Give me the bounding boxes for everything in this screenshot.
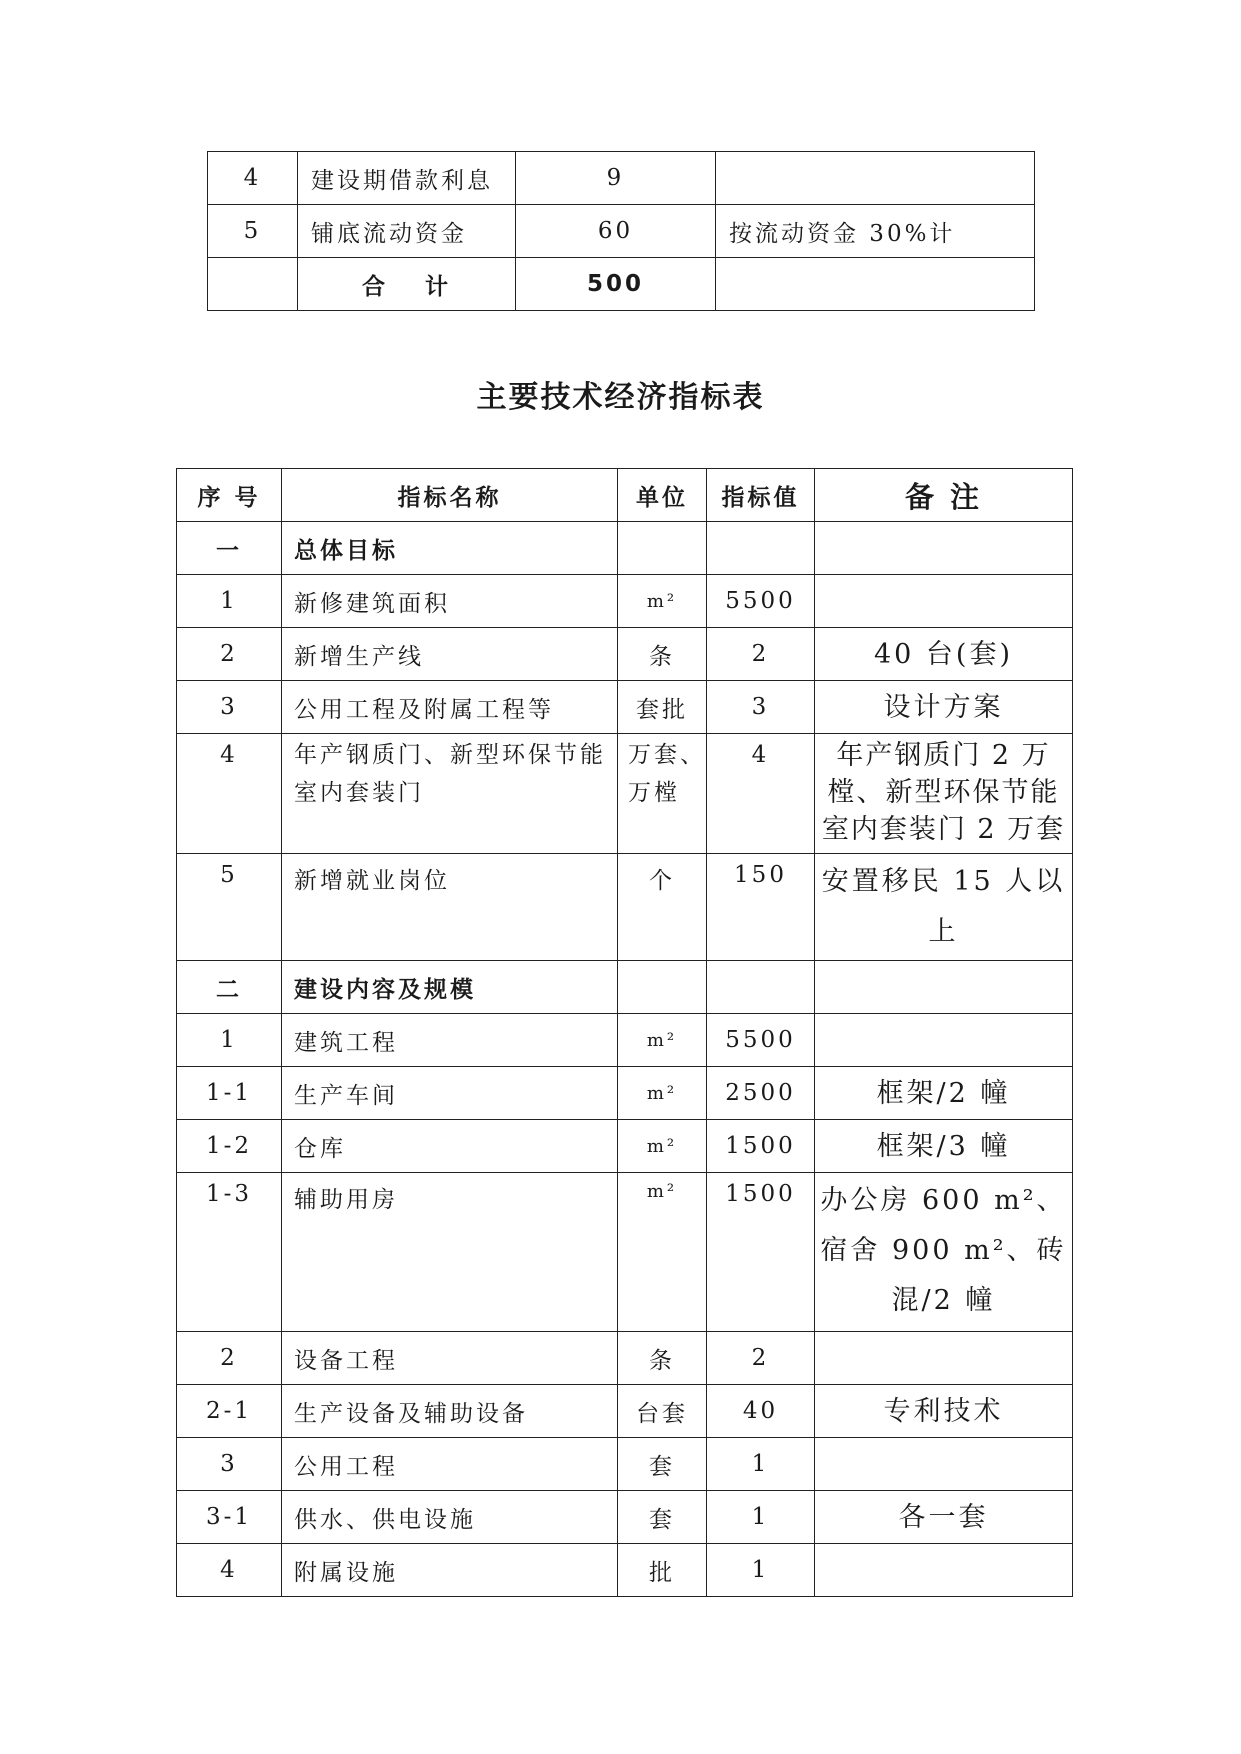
row-remark: 年产钢质门 2 万樘、新型环保节能室内套装门 2 万套 bbox=[815, 734, 1073, 854]
row-name: 公用工程 bbox=[282, 1438, 618, 1491]
row-name: 新增生产线 bbox=[282, 628, 618, 681]
table-row bbox=[177, 1173, 1073, 1332]
row-name: 新增就业岗位 bbox=[282, 854, 618, 961]
total-row bbox=[208, 258, 1035, 311]
page-title: 主要技术经济指标表 bbox=[476, 380, 765, 415]
section-name: 总体目标 bbox=[282, 522, 618, 575]
row-remark: 框架/3 幢 bbox=[815, 1120, 1073, 1173]
row-no: 1-1 bbox=[177, 1067, 282, 1120]
row-unit: 台套 bbox=[618, 1385, 707, 1438]
table-row bbox=[177, 575, 1073, 628]
table-row bbox=[177, 1120, 1073, 1173]
section-name: 建设内容及规模 bbox=[282, 961, 618, 1014]
row-value: 1500 bbox=[707, 1120, 815, 1173]
row-value: 5500 bbox=[707, 575, 815, 628]
table-row bbox=[177, 854, 1073, 961]
row-name: 公用工程及附属工程等 bbox=[282, 681, 618, 734]
row-unit: 批 bbox=[618, 1544, 707, 1597]
row-unit: 套批 bbox=[618, 681, 707, 734]
table-row bbox=[177, 628, 1073, 681]
row-no: 3 bbox=[177, 1438, 282, 1491]
table-row bbox=[177, 1014, 1073, 1067]
row-value: 150 bbox=[707, 854, 815, 961]
row-unit: m² bbox=[618, 575, 707, 628]
row-name: 铺底流动资金 bbox=[298, 205, 516, 258]
row-value: 40 bbox=[707, 1385, 815, 1438]
row-no: 1-3 bbox=[177, 1173, 282, 1332]
row-no: 1 bbox=[177, 575, 282, 628]
row-unit: 套 bbox=[618, 1491, 707, 1544]
indicator-table bbox=[176, 468, 1073, 1597]
row-value: 2 bbox=[707, 1332, 815, 1385]
row-no: 2 bbox=[177, 628, 282, 681]
row-no: 4 bbox=[177, 1544, 282, 1597]
table-row bbox=[177, 1385, 1073, 1438]
table-row bbox=[177, 1332, 1073, 1385]
row-amount: 60 bbox=[516, 205, 716, 258]
row-no: 3-1 bbox=[177, 1491, 282, 1544]
row-remark: 各一套 bbox=[815, 1491, 1073, 1544]
row-name: 生产设备及辅助设备 bbox=[282, 1385, 618, 1438]
table-row bbox=[177, 1544, 1073, 1597]
header-no: 序 号 bbox=[177, 469, 282, 522]
row-unit: m² bbox=[618, 1120, 707, 1173]
row-unit: 条 bbox=[618, 1332, 707, 1385]
section-no: 二 bbox=[177, 961, 282, 1014]
row-no: 2 bbox=[177, 1332, 282, 1385]
row-no: 2-1 bbox=[177, 1385, 282, 1438]
row-name: 附属设施 bbox=[282, 1544, 618, 1597]
row-no: 4 bbox=[177, 734, 282, 854]
total-no bbox=[208, 258, 298, 311]
row-remark: 40 台(套) bbox=[815, 628, 1073, 681]
row-name: 建设期借款利息 bbox=[298, 152, 516, 205]
row-unit: 万套、万樘 bbox=[618, 734, 707, 854]
row-value: 5500 bbox=[707, 1014, 815, 1067]
row-remark: 专利技术 bbox=[815, 1385, 1073, 1438]
row-value: 1 bbox=[707, 1491, 815, 1544]
row-remark bbox=[815, 575, 1073, 628]
row-name: 新修建筑面积 bbox=[282, 575, 618, 628]
row-value: 4 bbox=[707, 734, 815, 854]
total-amount: 500 bbox=[516, 258, 716, 311]
section-no: 一 bbox=[177, 522, 282, 575]
row-remark: 框架/2 幢 bbox=[815, 1067, 1073, 1120]
row-remark bbox=[815, 1544, 1073, 1597]
row-name: 仓库 bbox=[282, 1120, 618, 1173]
table-row bbox=[208, 152, 1035, 205]
header-remark: 备 注 bbox=[815, 469, 1073, 522]
table-row bbox=[177, 1491, 1073, 1544]
section-row bbox=[177, 961, 1073, 1014]
row-name: 年产钢质门、新型环保节能室内套装门 bbox=[282, 734, 618, 854]
row-value: 1 bbox=[707, 1544, 815, 1597]
row-unit: 条 bbox=[618, 628, 707, 681]
row-remark: 安置移民 15 人以上 bbox=[815, 854, 1073, 961]
row-name: 生产车间 bbox=[282, 1067, 618, 1120]
row-value: 3 bbox=[707, 681, 815, 734]
header-value: 指标值 bbox=[707, 469, 815, 522]
row-value: 2 bbox=[707, 628, 815, 681]
investment-table bbox=[207, 151, 1035, 311]
table-row bbox=[177, 1067, 1073, 1120]
row-name: 建筑工程 bbox=[282, 1014, 618, 1067]
row-remark bbox=[815, 1438, 1073, 1491]
row-remark: 按流动资金 30%计 bbox=[716, 205, 1035, 258]
row-no: 1-2 bbox=[177, 1120, 282, 1173]
row-value: 2500 bbox=[707, 1067, 815, 1120]
row-no: 5 bbox=[208, 205, 298, 258]
row-name: 辅助用房 bbox=[282, 1173, 618, 1332]
row-value: 1 bbox=[707, 1438, 815, 1491]
table-row bbox=[177, 681, 1073, 734]
row-remark bbox=[716, 152, 1035, 205]
row-no: 1 bbox=[177, 1014, 282, 1067]
row-no: 3 bbox=[177, 681, 282, 734]
row-name: 供水、供电设施 bbox=[282, 1491, 618, 1544]
header-unit: 单位 bbox=[618, 469, 707, 522]
row-remark bbox=[815, 1332, 1073, 1385]
row-remark bbox=[815, 1014, 1073, 1067]
row-remark: 办公房 600 m²、宿舍 900 m²、砖混/2 幢 bbox=[815, 1173, 1073, 1332]
header-name: 指标名称 bbox=[282, 469, 618, 522]
header-row bbox=[177, 469, 1073, 522]
row-unit: m² bbox=[618, 1014, 707, 1067]
row-name: 设备工程 bbox=[282, 1332, 618, 1385]
row-no: 4 bbox=[208, 152, 298, 205]
row-unit: 套 bbox=[618, 1438, 707, 1491]
row-unit: 个 bbox=[618, 854, 707, 961]
row-remark: 设计方案 bbox=[815, 681, 1073, 734]
total-remark bbox=[716, 258, 1035, 311]
table-row bbox=[177, 1438, 1073, 1491]
row-no: 5 bbox=[177, 854, 282, 961]
section-row bbox=[177, 522, 1073, 575]
row-amount: 9 bbox=[516, 152, 716, 205]
table-row bbox=[208, 205, 1035, 258]
row-value: 1500 bbox=[707, 1173, 815, 1332]
total-label: 合 计 bbox=[298, 258, 516, 311]
row-unit: m² bbox=[618, 1173, 707, 1332]
table-row bbox=[177, 734, 1073, 854]
row-unit: m² bbox=[618, 1067, 707, 1120]
